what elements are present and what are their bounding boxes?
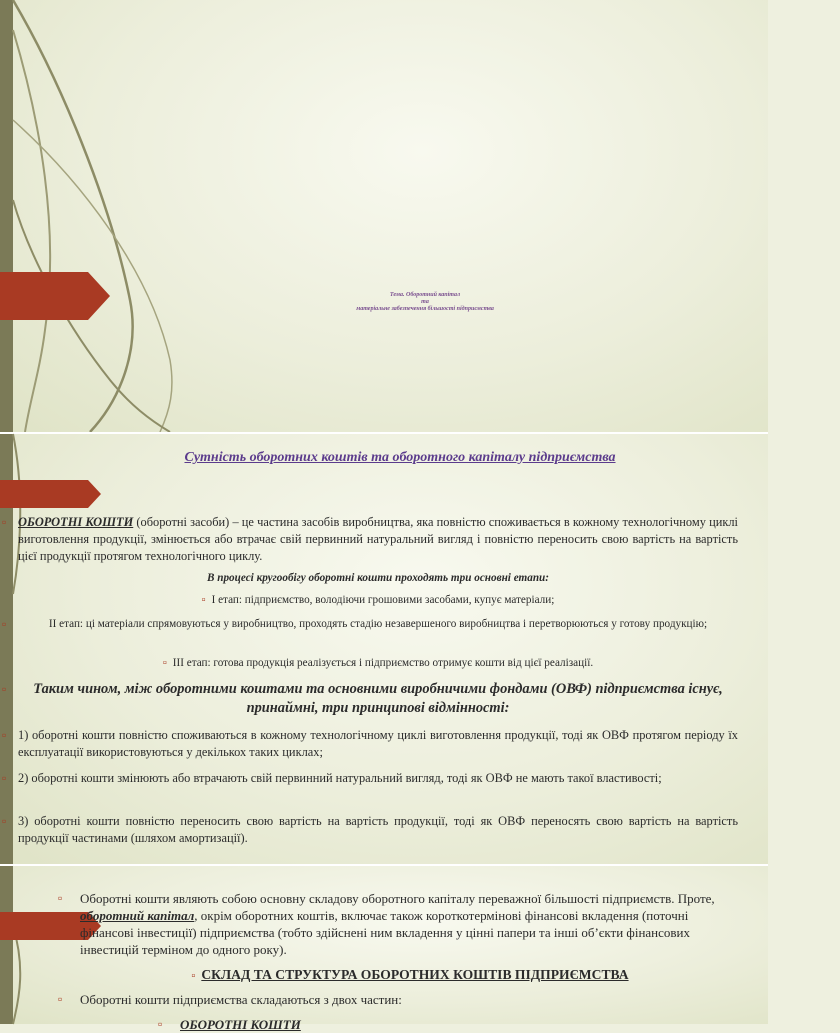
stage-3-text: ІІІ етап: готова продукція реалізується і підприємство отримує кошти від цієї реалізації. bbox=[172, 657, 594, 669]
two-parts-text: Оборотні кошти підприємства складаються з двох частин: bbox=[80, 992, 402, 1007]
square-bullet-icon: ▫ bbox=[58, 891, 63, 905]
capital-paragraph bbox=[58, 890, 740, 958]
difference-1 bbox=[2, 727, 738, 761]
difference-3-text: 3) оборотні кошти повністю переносить свою вартість на вартість продукції, тоді як ОВФ переносять свою вартість на вартість продукції частинами (шляхом амортизації). bbox=[18, 814, 738, 845]
square-bullet-icon: ▫ bbox=[191, 970, 196, 982]
conclusion-text: Таким чином, між оборотними коштами та основними виробничими фондами (ОВФ) підприємства існує, принаймні, три принципові відмінності: bbox=[33, 681, 723, 716]
definition-text: (оборотні засоби) – це частина засобів виробництва, яка повністю споживається в кожному технологічному циклі виготовлення продукції, змінюється або втрачає свій первинний натуральний вигляд і повністю переносить свою вартість на вартість цієї продукції протягом технологічного циклу. bbox=[18, 515, 738, 563]
square-bullet-icon: ▫ bbox=[2, 617, 7, 631]
slide-heading: Сутність оборотних коштів та оборотного капіталу підприємства bbox=[184, 450, 616, 465]
vine-decoration-icon bbox=[0, 866, 40, 1024]
term-working-capital: ОБОРОТНІ КОШТИ bbox=[18, 515, 134, 529]
slide-essence bbox=[0, 434, 768, 864]
capital-text-b: , окрім оборотних коштів, включає також короткотермінові фінансові вкладення (поточні фінансові інвестиції) підприємства (тобто здійснені ним вкладення у цінні папери та інші об’єкти фінансових інвестицій терміном до одного року). bbox=[80, 908, 690, 957]
square-bullet-icon: ▫ bbox=[2, 515, 7, 529]
stages-intro: В процесі кругообігу оборотні кошти проходять три основні етапи: bbox=[206, 572, 549, 584]
square-bullet-icon: ▫ bbox=[201, 594, 206, 606]
term-capital: оборотний капітал bbox=[80, 908, 195, 923]
conclusion bbox=[2, 680, 738, 718]
difference-3 bbox=[2, 813, 738, 847]
square-bullet-icon: ▫ bbox=[2, 728, 7, 742]
stage-1 bbox=[18, 593, 738, 608]
square-bullet-icon: ▫ bbox=[158, 1017, 163, 1031]
stage-2 bbox=[2, 617, 738, 632]
definition-paragraph bbox=[2, 514, 738, 565]
stage-1-text: І етап: підприємство, володіючи грошовими засобами, купує матеріали; bbox=[211, 594, 555, 606]
accent-arrow bbox=[0, 272, 110, 320]
cut-off-line bbox=[158, 1016, 840, 1033]
difference-2-text: 2) оборотні кошти змінюють або втрачають свій первинний натуральний вигляд, тоді як ОВФ не мають такої властивості; bbox=[18, 771, 662, 785]
stage-3 bbox=[18, 656, 738, 671]
accent-arrow bbox=[0, 480, 101, 508]
two-parts-paragraph bbox=[58, 991, 740, 1008]
title-line-3: матеріальне забезпечення більшості підприємства bbox=[356, 306, 494, 312]
square-bullet-icon: ▫ bbox=[2, 771, 7, 785]
title-line-2: та bbox=[421, 299, 429, 305]
difference-1-text: 1) оборотні кошти повністю споживаються в кожному технологічному циклі виготовлення продукції, тоді як ОВФ протягом періоду їх експлуатації використовуються у декількох таких циклах; bbox=[18, 728, 738, 759]
stage-2-text: ІІ етап: ці матеріали спрямовуються у виробництво, проходять стадію незавершеного виробництва і перетворюються у готову продукцію; bbox=[48, 618, 708, 630]
composition-heading-text: СКЛАД ТА СТРУКТУРА ОБОРОТНИХ КОШТІВ ПІДПРИЄМСТВА bbox=[201, 967, 629, 982]
slide-title-text bbox=[300, 292, 550, 313]
composition-heading bbox=[80, 966, 740, 985]
capital-text-a: Оборотні кошти являють собою основну складову оборотного капіталу переважної більшості підприємств. Проте, bbox=[80, 891, 715, 906]
title-line-1: Тема. Оборотний капітал bbox=[389, 292, 461, 298]
square-bullet-icon: ▫ bbox=[58, 992, 63, 1006]
square-bullet-icon: ▫ bbox=[162, 657, 167, 669]
slide-composition bbox=[0, 866, 768, 1032]
slide-title bbox=[0, 0, 768, 432]
vine-decoration-icon bbox=[0, 0, 200, 432]
difference-2 bbox=[2, 770, 738, 787]
square-bullet-icon: ▫ bbox=[2, 682, 7, 696]
cut-off-term: ОБОРОТНІ КОШТИ bbox=[180, 1017, 301, 1032]
square-bullet-icon: ▫ bbox=[2, 814, 7, 828]
